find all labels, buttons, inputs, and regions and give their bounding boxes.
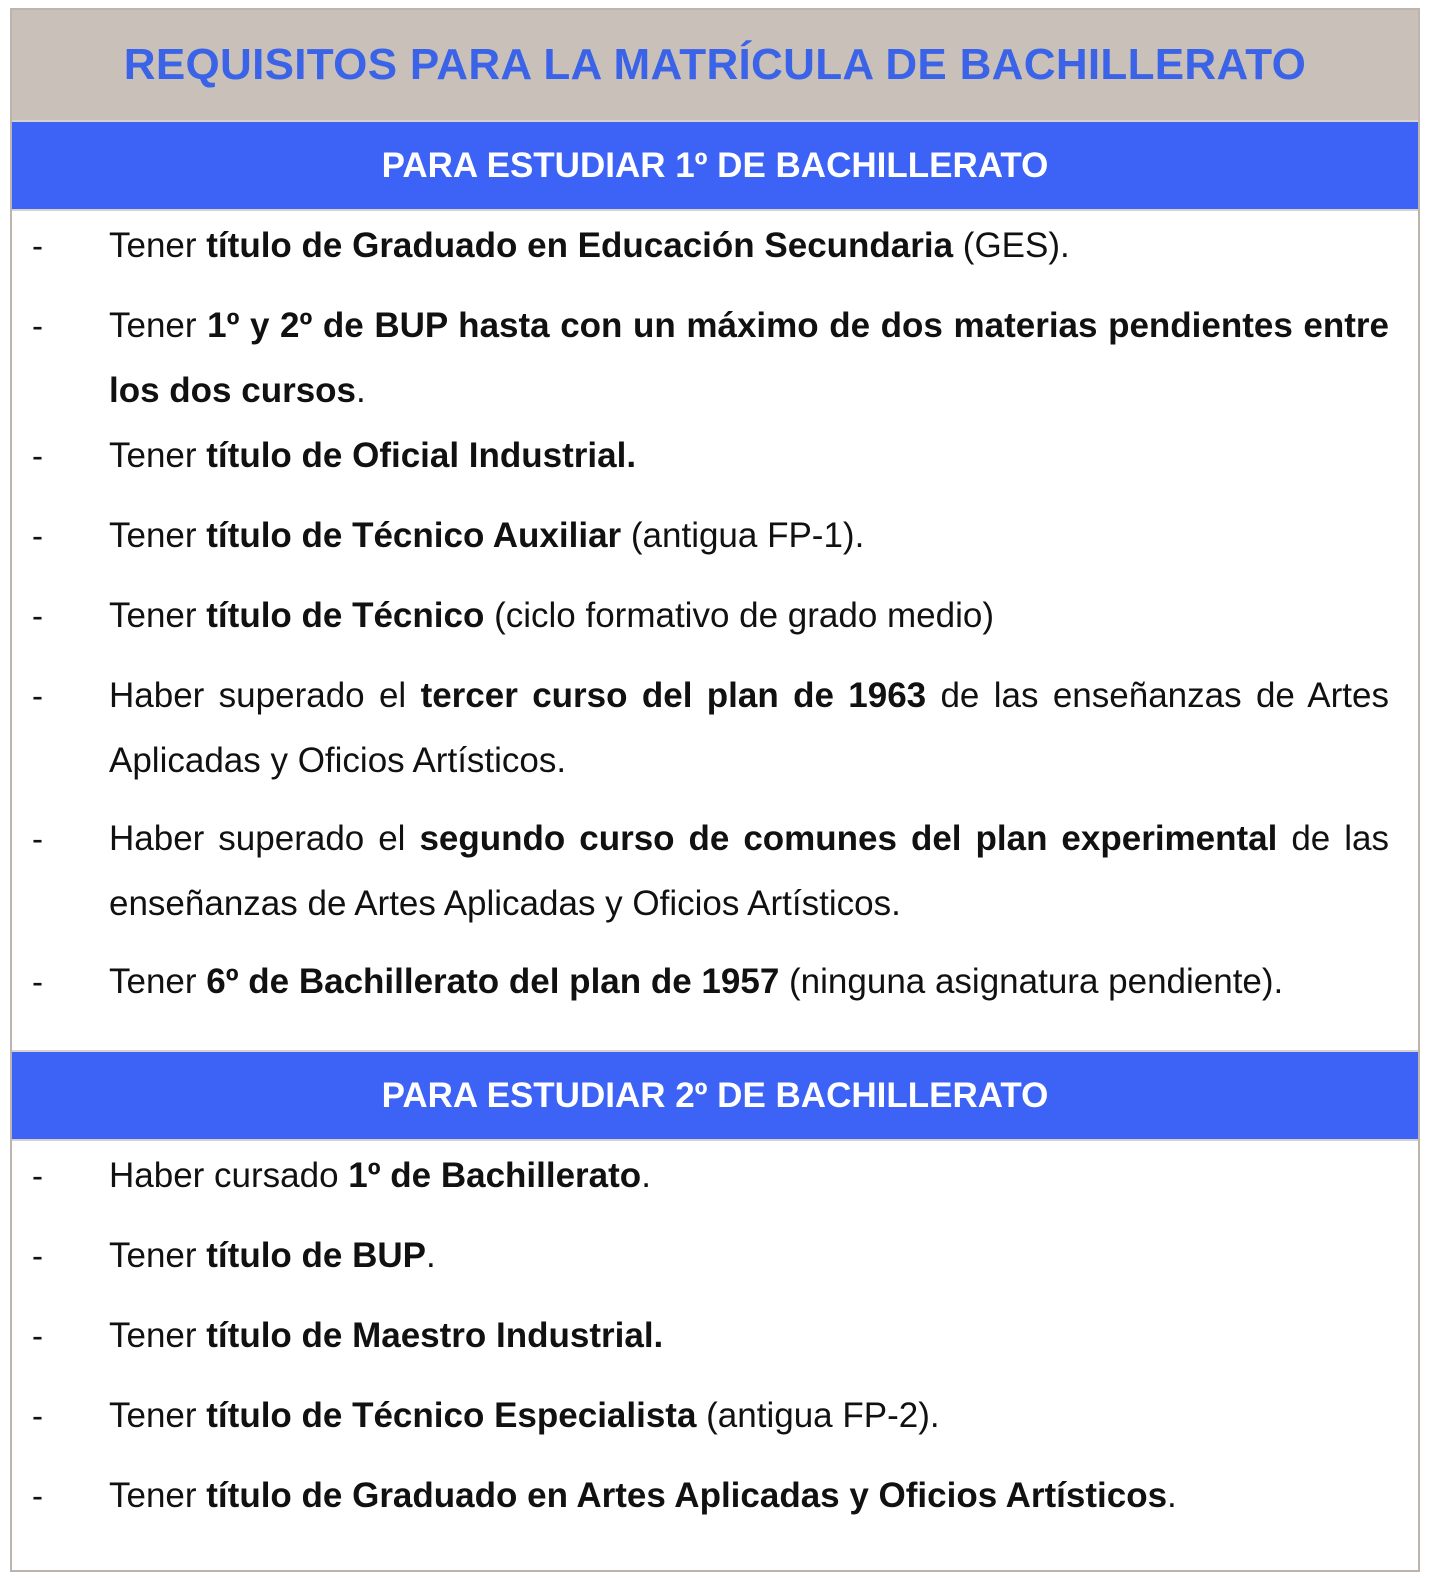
plain-text: Tener [109,1316,207,1355]
list-item [12,293,1418,423]
list-item-marker: - [32,227,43,264]
list-item-marker: - [32,597,43,634]
list-item [12,663,1418,793]
list-item-text [109,949,1389,1014]
list-item [12,213,1418,278]
bold-text: 1º y 2º de BUP hasta con un máximo de dos materias pendientes entre los dos cursos [109,306,1389,410]
section-heading-2: PARA ESTUDIAR 2º DE BACHILLERATO [381,1075,1049,1115]
bold-text: segundo curso de comunes del plan experimental [419,819,1278,858]
document-frame [10,8,1420,1572]
list-item-marker: - [32,677,43,714]
list-item-text [109,213,1389,278]
list-item-text [109,423,1389,488]
plain-text: Tener [109,1236,207,1275]
list-item [12,1223,1418,1288]
plain-text: Tener [109,436,207,475]
plain-text: Tener [109,596,207,635]
plain-text: Tener [109,516,207,555]
plain-text: . [356,371,366,410]
plain-text: Haber cursado [109,1156,349,1195]
list-item-text [109,806,1389,936]
list-item-marker: - [32,820,43,857]
plain-text: Tener [109,1476,207,1515]
plain-text: (ciclo formativo de grado medio) [484,596,995,635]
bold-text: tercer curso del plan de 1963 [420,676,927,715]
bold-text: título de Graduado en Educación Secundaria [206,226,954,265]
list-item-marker: - [32,1397,43,1434]
list-item [12,1383,1418,1448]
plain-text: . [1167,1476,1177,1515]
bold-text: título de Oficial Industrial. [206,436,637,475]
plain-text: Haber superado el [109,676,421,715]
section-header-1 [12,120,1418,211]
list-item [12,583,1418,648]
plain-text: (antigua FP-1). [621,516,865,555]
list-item-marker: - [32,517,43,554]
plain-text: (GES). [953,226,1070,265]
list-item-marker: - [32,307,43,344]
list-item-text [109,663,1389,793]
list-item-text [109,1463,1389,1528]
list-item-marker: - [32,963,43,1000]
list-item-text [109,1383,1389,1448]
list-item [12,1463,1418,1528]
list-item [12,503,1418,568]
list-item [12,1143,1418,1208]
list-item-marker: - [32,1157,43,1194]
plain-text: Tener [109,1396,207,1435]
bold-text: título de Técnico Auxiliar [206,516,622,555]
plain-text: de las enseñanzas de Artes Aplicadas y Oficios Artísticos. [109,819,1389,923]
plain-text: Tener [109,306,208,345]
bold-text: título de Maestro Industrial. [206,1316,664,1355]
list-item-text [109,293,1389,423]
plain-text: . [426,1236,436,1275]
title-bar [12,10,1418,120]
plain-text: de las enseñanzas de Artes Aplicadas y Oficios Artísticos. [109,676,1389,780]
bold-text: título de Graduado en Artes Aplicadas y Oficios Artísticos [206,1476,1168,1515]
list-item-text [109,503,1389,568]
list-item-marker: - [32,1237,43,1274]
list-item-text [109,583,1389,648]
plain-text: (ninguna asignatura pendiente). [779,962,1284,1001]
list-item-text [109,1223,1389,1288]
list-item-text [109,1303,1389,1368]
list-item [12,1303,1418,1368]
list-item [12,949,1418,1014]
section-heading-1: PARA ESTUDIAR 1º DE BACHILLERATO [381,145,1049,185]
list-item [12,806,1418,936]
plain-text: Tener [109,226,207,265]
bold-text: título de BUP [206,1236,426,1275]
list-item-marker: - [32,1317,43,1354]
list-item-text [109,1143,1389,1208]
plain-text: Tener [109,962,207,1001]
list-item-marker: - [32,437,43,474]
plain-text: Haber superado el [109,819,420,858]
section-header-2 [12,1050,1418,1141]
bold-text: título de Técnico Especialista [206,1396,697,1435]
list-item-marker: - [32,1477,43,1514]
bold-text: 6º de Bachillerato del plan de 1957 [206,962,780,1001]
bold-text: 1º de Bachillerato [348,1156,642,1195]
plain-text: . [641,1156,651,1195]
plain-text: (antigua FP-2). [696,1396,940,1435]
page-title: REQUISITOS PARA LA MATRÍCULA DE BACHILLERATO [123,40,1307,89]
bold-text: título de Técnico [206,596,485,635]
list-item [12,423,1418,488]
